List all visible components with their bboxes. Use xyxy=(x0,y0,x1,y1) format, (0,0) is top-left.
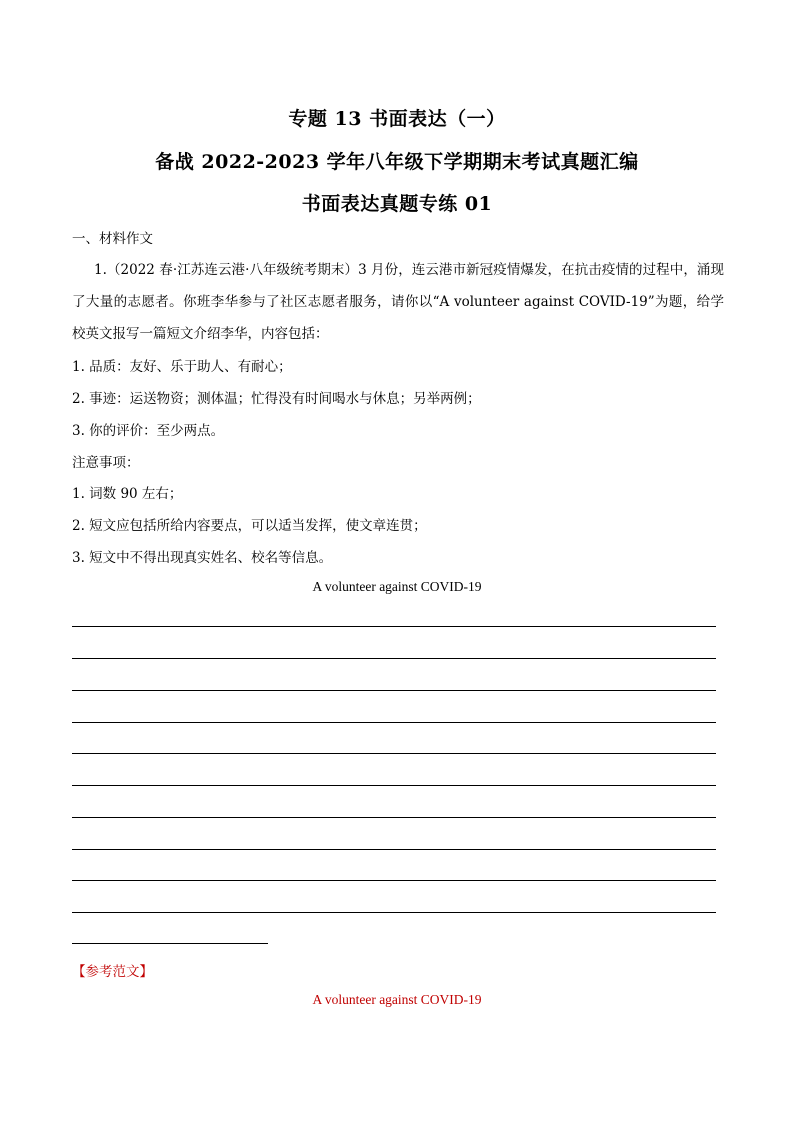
writing-line xyxy=(72,658,716,659)
note-3: 3. 短文中不得出现真实姓名、校名等信息。 xyxy=(72,550,333,566)
note-2: 2. 短文应包括所给内容要点，可以适当发挥，使文章连贯； xyxy=(72,518,427,534)
note-1: 1. 词数 90 左右； xyxy=(72,486,183,502)
writing-line xyxy=(72,785,716,786)
writing-line xyxy=(72,912,716,913)
collection-title: 备战 2022-2023 学年八年级下学期期末考试真题汇编 xyxy=(155,151,639,173)
writing-line xyxy=(72,626,716,627)
content-point-2: 2. 事迹：运送物资；测体温；忙得没有时间喝水与休息；另举两例； xyxy=(72,391,481,407)
reference-label: 【参考范文】 xyxy=(72,964,153,980)
reference-essay-title: A volunteer against COVID-19 xyxy=(312,992,482,1007)
writing-line xyxy=(72,753,716,754)
writing-line xyxy=(72,722,716,723)
question-intro: 1.（2022 春·江苏连云港·八年级统考期末）3 月份，连云港市新冠疫情爆发，在抗击疫情的过程中，涌现了大量的志愿者。你班李华参与了社区志愿者服务，请你以“A volunteer against COVID-19”为题，给学校英文报写一篇短文介绍李华，内容包括： xyxy=(72,262,724,342)
writing-line xyxy=(72,690,716,691)
content-point-1: 1. 品质：友好、乐于助人、有耐心； xyxy=(72,359,292,375)
writing-line xyxy=(72,880,716,881)
topic-title: 专题 13 书面表达（一） xyxy=(288,108,506,130)
section-divider xyxy=(72,943,268,944)
practice-title: 书面表达真题专练 01 xyxy=(301,193,493,215)
writing-line xyxy=(72,817,716,818)
section-heading: 一、材料作文 xyxy=(72,231,153,247)
content-point-3: 3. 你的评价：至少两点。 xyxy=(72,423,225,439)
writing-line xyxy=(72,849,716,850)
essay-title: A volunteer against COVID-19 xyxy=(312,579,482,594)
notes-heading: 注意事项： xyxy=(72,455,140,471)
